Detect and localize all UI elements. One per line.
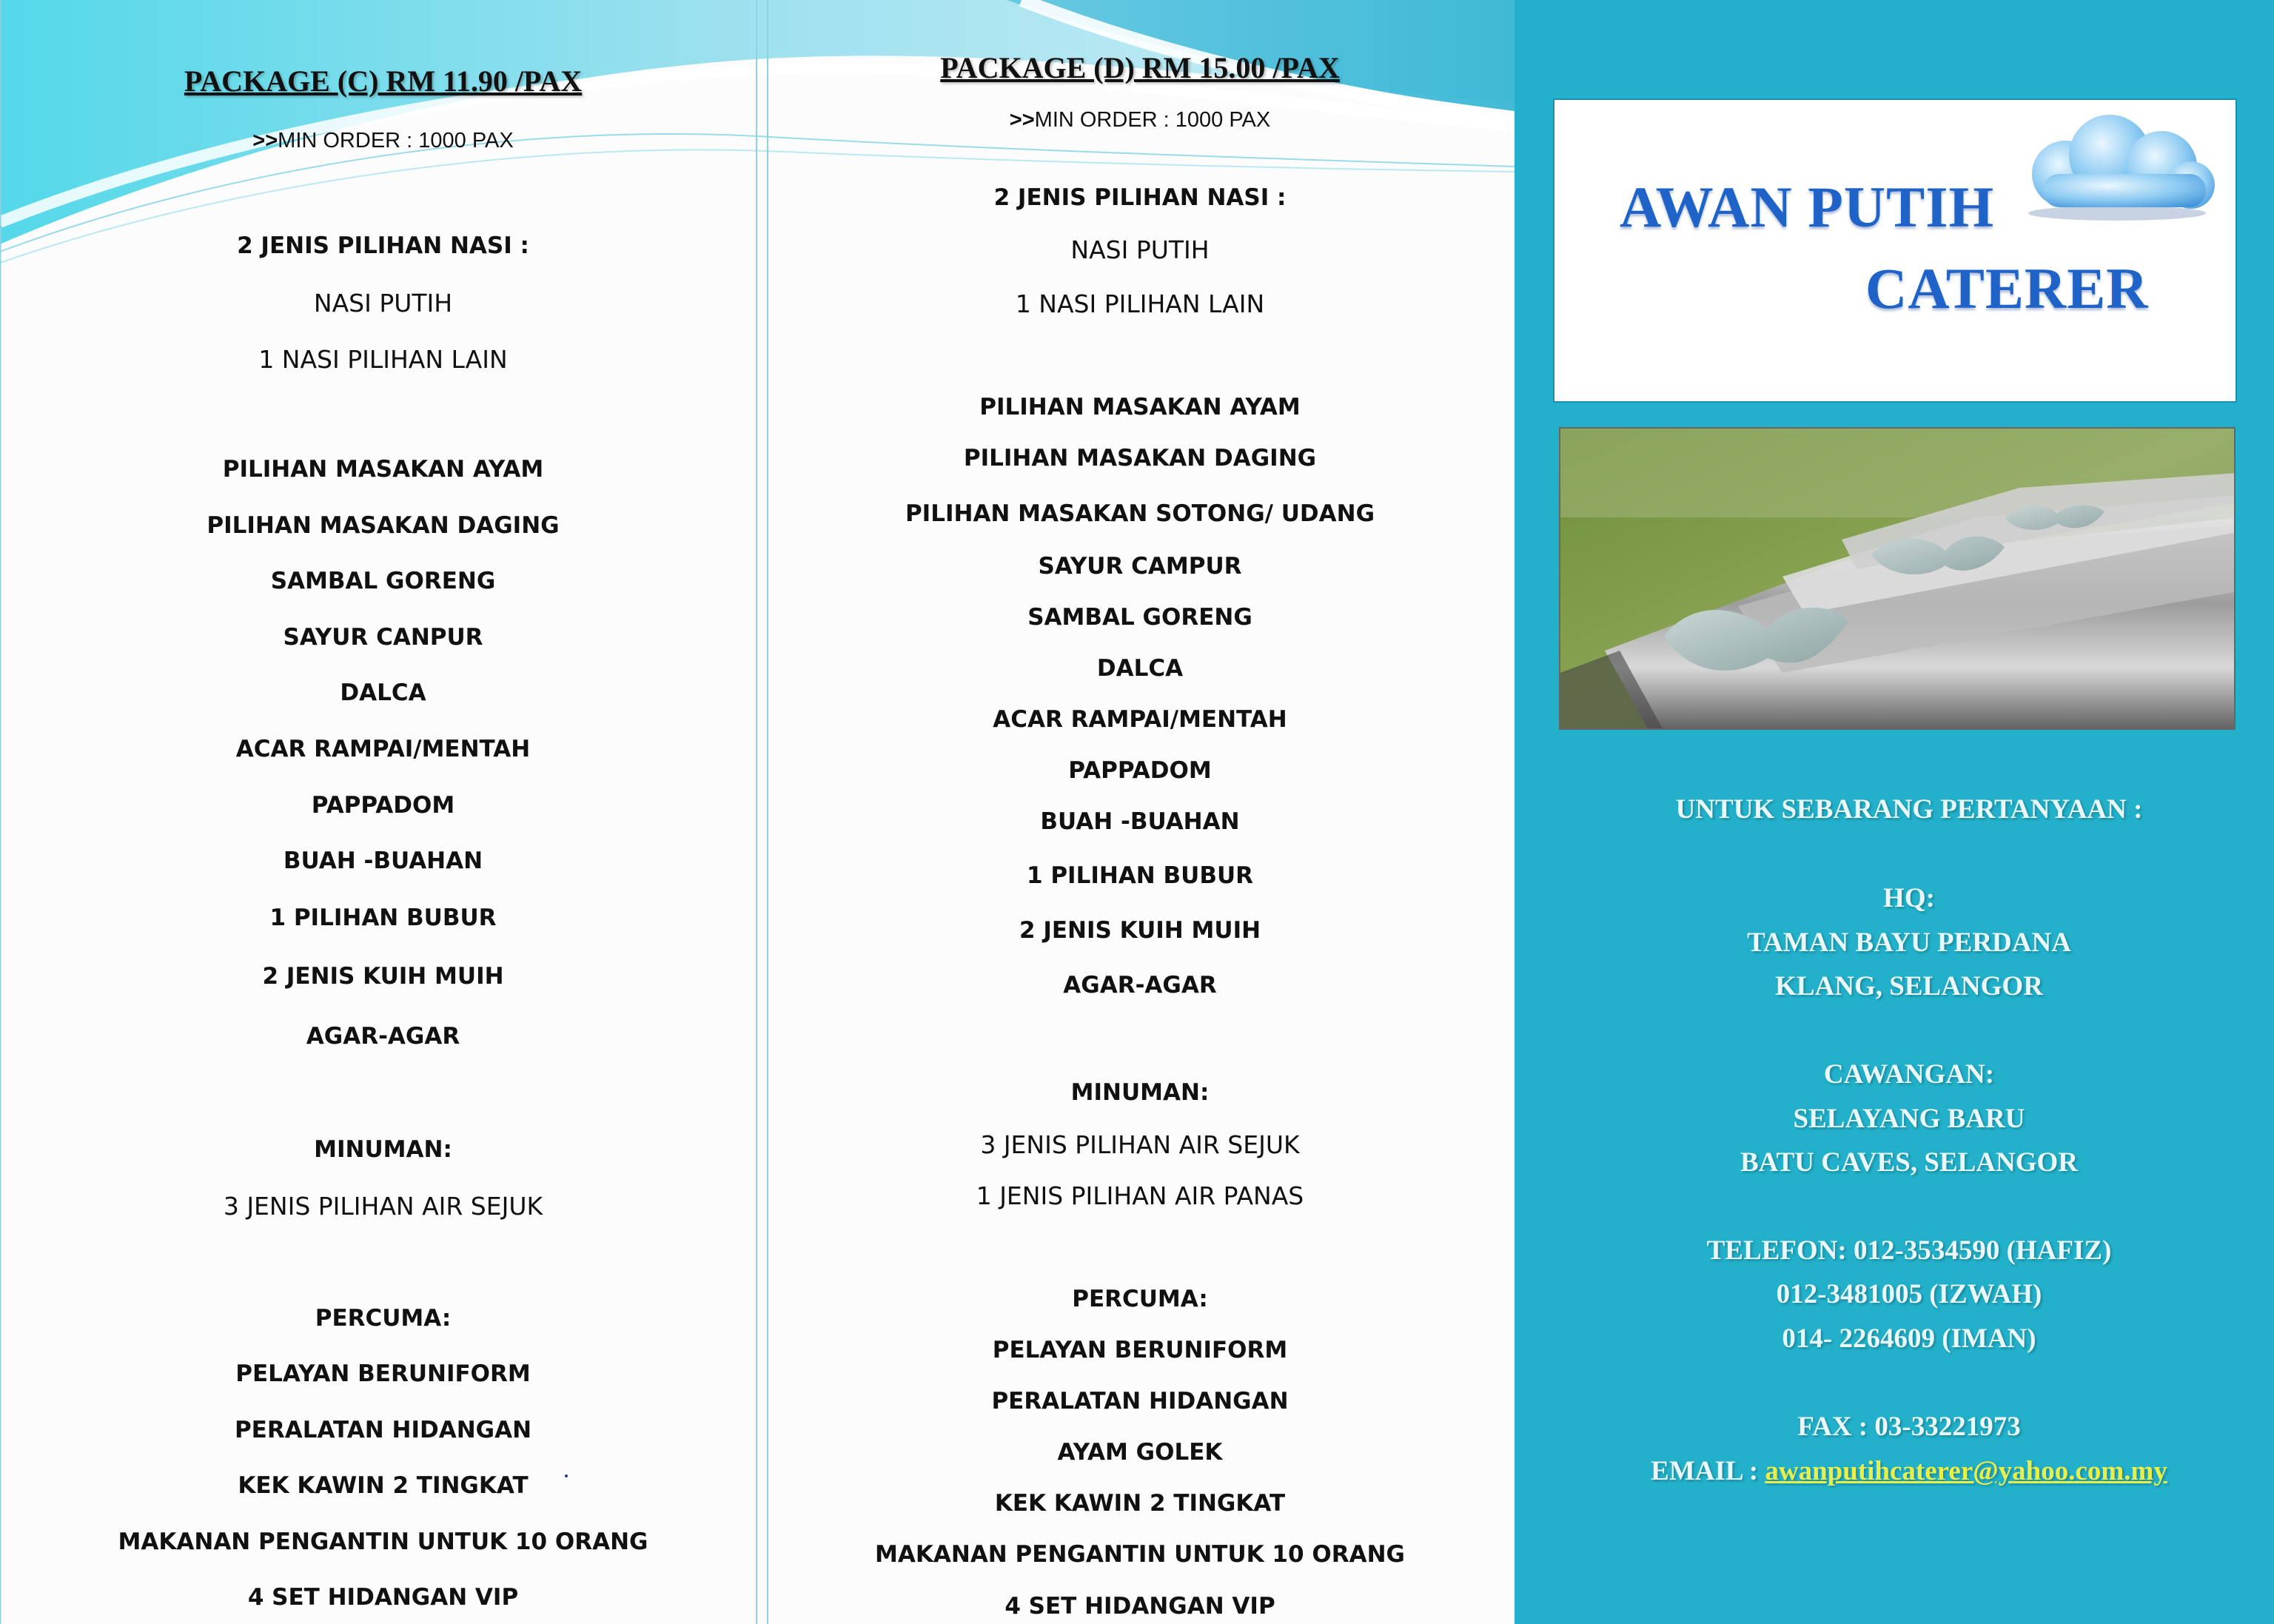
menu-item: KEK KAWIN 2 TINGKAT [238,1472,529,1499]
menu-item: 2 JENIS KUIH MUIH [1019,917,1261,944]
package-d-title: PACKAGE (D) RM 15.00 /PAX [940,51,1340,84]
chafing-dish-photo [1559,427,2236,730]
menu-item: AYAM GOLEK [1057,1439,1223,1466]
menu-item: DALCA [340,680,426,706]
fax-line: FAX : 03-33221973 [1797,1412,2021,1442]
menu-item: 3 JENIS PILIHAN AIR SEJUK [980,1130,1300,1159]
menu-item: PILIHAN MASAKAN DAGING [207,512,560,539]
menu-item: PILIHAN MASAKAN DAGING [963,445,1317,472]
cloud-icon [2013,111,2221,222]
menu-item: KEK KAWIN 2 TINGKAT [994,1490,1286,1517]
stray-dot [565,1474,568,1477]
branch-address-line2: BATU CAVES, SELANGOR [1740,1147,2079,1178]
email-label: EMAIL : [1651,1456,1765,1486]
menu-item: MAKANAN PENGANTIN UNTUK 10 ORANG [875,1541,1405,1568]
hq-address-line1: TAMAN BAYU PERDANA [1747,927,2071,958]
phone-line1: TELEFON: 012-3534590 (HAFIZ) [1706,1235,2112,1266]
min-order-prefix: >> [252,129,278,152]
menu-item: PILIHAN MASAKAN AYAM [222,456,544,483]
menu-item: PERALATAN HIDANGAN [234,1417,532,1443]
menu-item: NASI PUTIH [1070,235,1210,264]
menu-item: PAPPADOM [311,792,455,819]
menu-item: PERCUMA: [315,1305,452,1332]
menu-item: DALCA [1096,655,1184,682]
menu-item: 4 SET HIDANGAN VIP [1004,1593,1275,1620]
menu-item: ACAR RAMPAI/MENTAH [235,736,531,762]
menu-item: PILIHAN MASAKAN SOTONG/ UDANG [905,500,1375,527]
menu-item: 2 JENIS PILIHAN NASI : [993,184,1287,211]
menu-item: 1 NASI PILIHAN LAIN [258,345,508,374]
menu-item: SAMBAL GORENG [270,568,496,594]
menu-item: BUAH -BUAHAN [1040,808,1240,835]
contact-heading: UNTUK SEBARANG PERTANYAAN : [1675,794,2143,825]
menu-item: PELAYAN BERUNIFORM [992,1337,1288,1363]
menu-item: 1 NASI PILIHAN LAIN [1015,289,1265,318]
menu-item: MINUMAN: [1070,1079,1210,1106]
logo-text-line2: CATERER [1865,256,2149,321]
phone-line3: 014- 2264609 (IMAN) [1782,1323,2036,1354]
phone-line2: 012-3481005 (IZWAH) [1776,1279,2042,1309]
menu-item: AGAR-AGAR [1063,972,1217,999]
menu-item: 1 JENIS PILIHAN AIR PANAS [976,1181,1304,1210]
menu-item: PERALATAN HIDANGAN [991,1388,1289,1415]
menu-item: 2 JENIS PILIHAN NASI : [237,232,529,259]
menu-item: AGAR-AGAR [306,1023,460,1050]
branch-address-line1: SELAYANG BARU [1793,1104,2025,1134]
menu-item: PILIHAN MASAKAN AYAM [979,394,1301,420]
menu-item: BUAH -BUAHAN [283,848,483,874]
hq-address-line2: KLANG, SELANGOR [1775,971,2043,1001]
hq-label: HQ: [1883,883,1935,913]
menu-item: PAPPADOM [1068,757,1212,784]
menu-item: MINUMAN: [314,1136,452,1163]
email-line [1522,1455,2274,1487]
package-c-title: PACKAGE (C) RM 11.90 /PAX [184,64,583,98]
branch-label: CAWANGAN: [1823,1059,1995,1090]
menu-item: 2 JENIS KUIH MUIH [262,963,504,990]
menu-item: SAMBAL GORENG [1027,604,1252,631]
min-order-prefix: >> [1009,108,1035,132]
menu-item: PERCUMA: [1072,1286,1208,1312]
menu-item: PELAYAN BERUNIFORM [235,1360,531,1387]
package-d-min-order [774,108,1506,132]
package-c-min-order [0,129,766,153]
menu-item: SAYUR CANPUR [283,624,483,651]
menu-item: 3 JENIS PILIHAN AIR SEJUK [223,1192,543,1221]
menu-item: 1 PILIHAN BUBUR [1026,862,1254,889]
menu-item: 1 PILIHAN BUBUR [269,905,497,931]
menu-item: SAYUR CAMPUR [1038,553,1242,580]
menu-item: MAKANAN PENGANTIN UNTUK 10 ORANG [118,1529,648,1555]
email-link[interactable]: awanputihcaterer@yahoo.com.my [1765,1456,2167,1486]
menu-item: NASI PUTIH [313,289,453,318]
menu-item: 4 SET HIDANGAN VIP [247,1584,519,1611]
min-order-text: MIN ORDER : 1000 PAX [1034,108,1271,132]
logo-text-line1: AWAN PUTIH [1620,175,1995,239]
menu-item: ACAR RAMPAI/MENTAH [993,706,1287,733]
min-order-text: MIN ORDER : 1000 PAX [278,129,514,152]
